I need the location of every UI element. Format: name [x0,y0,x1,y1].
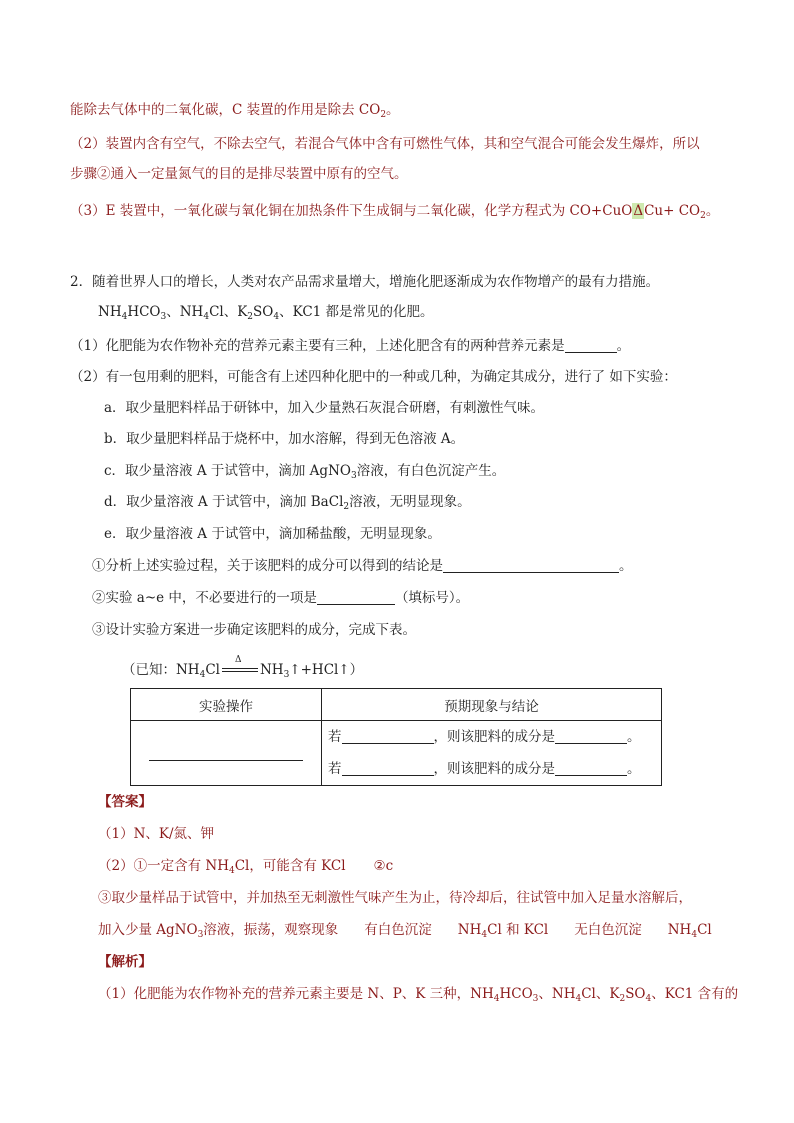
result-cell [322,721,662,786]
answer-blank[interactable] [342,729,434,744]
answer-blank[interactable] [443,558,619,573]
operation-cell [131,721,322,786]
fertilizer-list: $NH_4HCO_3$、$NH_4Cl$、$K_2SO_4$、KC1 都是常见的化肥。 [98,304,434,322]
step-e: e．取少量溶液 A 于试管中，滴加稀盐酸，无明显现象。 [104,526,441,542]
analysis-heading: 【解析】 [98,954,152,970]
prev-line-4 [70,201,719,221]
text: 能除去气体中的二氧化碳，C 装置的作用是除去 CO [70,102,381,118]
prev-line-1 [70,100,400,120]
step-c: c．取少量溶液 A 于试管中，滴加 AgNO$_3$溶液，有白色沉淀产生。 [104,463,506,481]
answer-blank[interactable] [342,761,434,776]
subscript: 2 [380,110,387,120]
question-part-1: ①分析上述实验过程，关于该肥料的成分可以得到的结论是 。 [92,558,633,574]
sub-question-2: （2）有一包用剩的肥料，可能含有上述四种化肥中的一种或几种，为确定其成分，进行了 如下实验： [70,369,677,385]
experiment-table [130,688,662,786]
delta-highlight: Δ [633,203,644,219]
table-header-result: 预期现象与结论 [322,689,662,721]
answer-3-line-2: 加入少量 AgNO$_3$溶液，振荡，观察现象 有白色沉淀 $NH_4Cl$ 和 KCl 无白色沉淀 $NH_4Cl$ [98,922,712,940]
heating-equals-sign: Δ [220,662,260,676]
answer-blank[interactable] [317,590,395,605]
prev-line-2: （2）装置内含有空气，不除去空气，若混合气体中含有可燃性气体，其和空气混合可能会发生爆炸，所以 [70,136,700,152]
known-equation: （已知：$NH_4Cl$ Δ $NH_3↑+HCl↑$） [122,655,364,680]
answer-blank[interactable] [555,729,627,744]
answer-heading: 【答案】 [98,794,152,810]
answer-blank[interactable] [565,338,617,353]
question-part-3: ③设计实验方案进一步确定该肥料的成分，完成下表。 [92,622,416,638]
result-line-2: 若 ，则该肥料的成分是 。 [328,761,641,777]
question-part-2: ②实验 a~e 中，不必要进行的一项是 （填标号）。 [92,590,470,606]
text: 。 [705,203,720,219]
step-b: b．取少量肥料样品于烧杯中，加水溶解，得到无色溶液 A。 [104,431,465,447]
answer-3-line-1: ③取少量样品于试管中，并加热至无刺激性气味产生为止，待冷却后，往试管中加入足量水溶解后， [98,890,692,906]
text: （3）E 装置中，一氧化碳与氧化铜在加热条件下生成铜与二氧化碳，化学方程式为 CO+CuO [70,203,633,219]
text: 。 [386,102,400,118]
step-d: d．取少量溶液 A 于试管中，滴加 BaCl$_2$溶液，无明显现象。 [104,494,471,512]
subscript: 2 [700,211,706,221]
sub-question-1: （1）化肥能为农作物补充的营养元素主要有三种，上述化肥含有的两种营养元素是 。 [70,338,631,354]
answer-blank[interactable] [555,761,627,776]
step-a: a．取少量肥料样品于研钵中，加入少量熟石灰混合研磨，有刺激性气味。 [104,400,545,416]
analysis-line-1: （1）化肥能为农作物补充的营养元素主要是 N、P、K 三种，$NH_4HCO_3$、$NH_4Cl$、$K_2SO_4$、KC1 含有的 [98,986,739,1004]
answer-blank[interactable] [149,746,303,761]
table-header-operation: 实验操作 [131,689,322,721]
text: Cu+ CO [644,203,701,219]
question-stem: 2．随着世界人口的增长，人类对农产品需求量增大，增施化肥逐渐成为农作物增产的最有力措施。 [70,274,660,290]
prev-line-3: 步骤②通入一定量氮气的目的是排尽装置中原有的空气。 [70,166,408,182]
answer-2: （2）①一定含有 $NH_4Cl$，可能含有 KCl ②c [98,858,394,876]
answer-1: （1）N、K/氮、钾 [98,826,215,842]
result-line-1: 若 ，则该肥料的成分是 。 [328,729,641,745]
